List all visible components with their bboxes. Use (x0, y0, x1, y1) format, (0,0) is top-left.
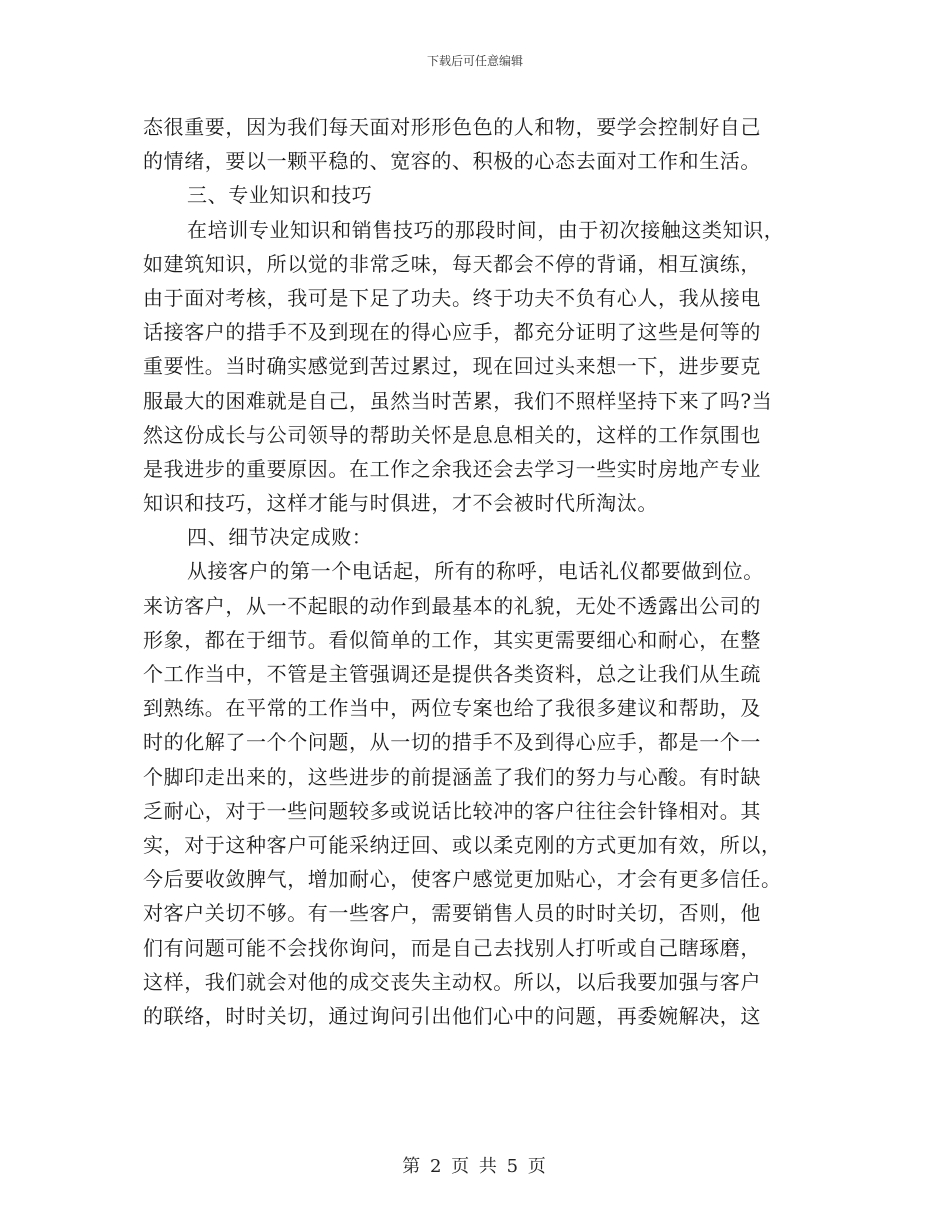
text-line: 实，对于这种客户可能采纳迂回、或以柔克刚的方式更加有效，所以， (143, 832, 782, 857)
text-line: 这样，我们就会对他的成交丧失主动权。所以，以后我要加强与客户 (143, 969, 761, 994)
text-line: 乏耐心，对于一些问题较多或说话比较冲的客户往往会针锋相对。其 (143, 798, 761, 823)
text-line: 话接客户的措手不及到现在的得心应手，都充分证明了这些是何等的 (143, 320, 761, 345)
text-line: 在培训专业知识和销售技巧的那段时间，由于初次接触这类知识， (187, 217, 785, 242)
text-line: 来访客户，从一不起眼的动作到最基本的礼貌，无处不透露出公司的 (143, 593, 761, 618)
text-line: 们有问题可能不会找你询问，而是自己去找别人打听或自己瞎琢磨， (143, 935, 761, 960)
text-line: 时的化解了一个个问题，从一切的措手不及到得心应手，都是一个一 (143, 730, 761, 755)
text-line: 是我进步的重要原因。在工作之余我还会去学习一些实时房地产专业 (143, 456, 761, 481)
text-line: 服最大的困难就是自己，虽然当时苦累，我们不照样坚持下来了吗?当 (143, 388, 773, 413)
text-line: 今后要收敛脾气，增加耐心，使客户感觉更加贴心，才会有更多信任。 (143, 867, 782, 892)
text-line: 对客户关切不够。有一些客户，需要销售人员的时时关切，否则，他 (143, 901, 761, 926)
text-line: 从接客户的第一个电话起，所有的称呼，电话礼仪都要做到位。 (187, 559, 764, 584)
text-line: 重要性。当时确实感觉到苦过累过，现在回过头来想一下，进步要克 (143, 354, 761, 379)
text-line: 个脚印走出来的，这些进步的前提涵盖了我们的努力与心酸。有时缺 (143, 764, 761, 789)
text-line: 个工作当中，不管是主管强调还是提供各类资料，总之让我们从生疏 (143, 662, 761, 686)
document-body (143, 110, 807, 1033)
section-heading: 四、细节决定成败： (187, 525, 373, 550)
text-line: 形象，都在于细节。看似简单的工作，其实更需要细心和耐心，在整 (143, 627, 761, 652)
text-line: 知识和技巧，这样才能与时俱进，才不会被时代所淘汰。 (143, 491, 658, 516)
text-line: 的联络，时时关切，通过询问引出他们心中的问题，再委婉解决，这 (143, 1003, 761, 1028)
page-number: 第 2 页 共 5 页 (402, 1156, 548, 1177)
text-line: 如建筑知识，所以觉的非常乏味，每天都会不停的背诵，相互演练， (143, 251, 761, 276)
page-header: 下载后可任意编辑 (426, 54, 523, 68)
text-line: 到熟练。在平常的工作当中，两位专案也给了我很多建议和帮助，及 (143, 696, 761, 721)
section-heading: 三、专业知识和技巧 (187, 183, 373, 208)
text-line: 然这份成长与公司领导的帮助关怀是息息相关的，这样的工作氛围也 (143, 422, 761, 447)
text-line: 由于面对考核，我可是下足了功夫。终于功夫不负有心人，我从接电 (143, 285, 761, 310)
text-line: 的情绪，要以一颗平稳的、宽容的、积极的心态去面对工作和生活。 (143, 149, 761, 174)
text-line: 态很重要，因为我们每天面对形形色色的人和物，要学会控制好自己 (143, 115, 761, 139)
